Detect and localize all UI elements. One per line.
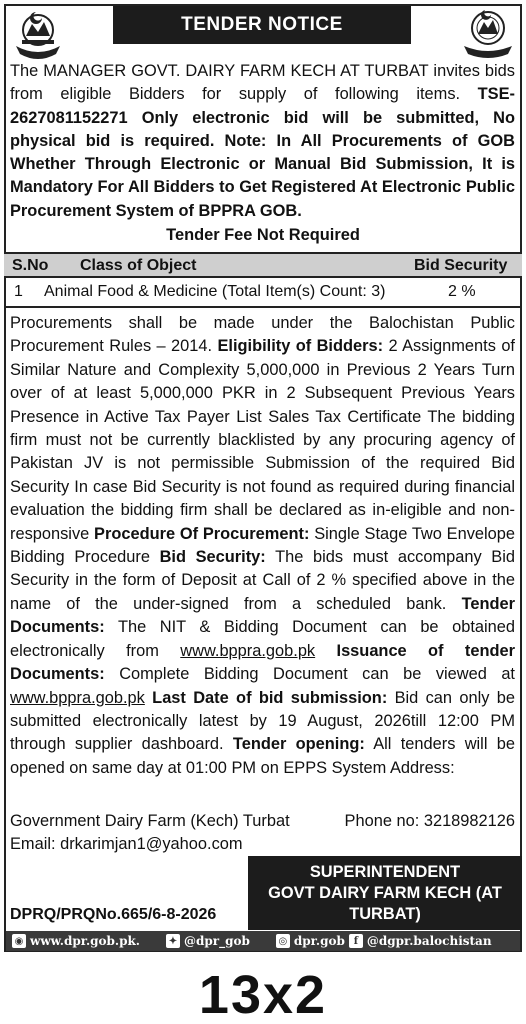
ad-size: 13x2 (198, 965, 328, 1024)
facebook-icon: f (349, 934, 363, 948)
page-title: TENDER NOTICE (113, 6, 411, 44)
address-line (10, 812, 515, 831)
signature-block: SUPERINTENDENT GOVT DAIRY FARM KECH (AT TURBAT) (248, 856, 522, 930)
globe-icon: ◉ (12, 934, 26, 948)
email: Email: drkarimjan1@yahoo.com (10, 835, 243, 853)
row-sno: 1 (14, 283, 23, 300)
instagram-icon: ◎ (276, 934, 290, 948)
dgpr-balochistan-emblem-icon (456, 6, 520, 62)
tender-fee: Tender Fee Not Required (166, 226, 360, 244)
table-header (4, 252, 522, 278)
address: Government Dairy Farm (Kech) Turbat (10, 812, 290, 830)
column-header-security: Bid Security (414, 257, 508, 274)
row-security: 2 % (448, 283, 476, 300)
phone: Phone no: 3218982126 (344, 812, 515, 830)
balochistan-government-emblem-icon (6, 6, 70, 62)
tender-body-text: Procurements shall be made under the Balochistan Public Procurement Rules – 2014. Eligibility of Bidders: 2 Assignments of Similar Nature and Complexity 5,000,000 in Previous 2 Years Turn over of at least 5,000,000 PKR in 2 Subsequent Previous Years Presence in Active Tax Payer List Sales Tax Certificate The bidding firm must not be currently blacklisted by any procuring agency of Pakistan JV is not permissible Submission of the required Bid Security In case Bid Security is not found as required during financial evaluation the bidding firm shall be declared as in-eligible and non-responsive Procedure Of Procurement: Single Stage Two Envelope Bidding Procedure Bid Security: The bids must accompany Bid Security in the form of Deposit at Call of 2 % specified above in the name of the under-signed from a scheduled bank. Tender Documents: The NIT & Bidding Document can be obtained electronically from www.bppra.gob.pk Issuance of tender Documents: Complete Bidding Document can be viewed at www.bppra.gob.pk Last Date of bid submission: Bid can only be submitted electronically latest by 19 August, 2026till 12:00 PM through supplier dashboard. Tender opening: All tenders will be opened on same day at 01:00 PM on EPPS System Address: (10, 314, 515, 777)
twitter-icon: ✦ (166, 934, 180, 948)
website: www.dpr.gob.pk. (30, 934, 140, 948)
facebook-handle: @dgpr.balochistan (366, 934, 492, 948)
column-header-object: Class of Object (80, 257, 197, 274)
bppra-link-2[interactable]: www.bppra.gob.pk (10, 688, 145, 707)
table-row (4, 280, 522, 308)
column-header-sno: S.No (12, 257, 49, 274)
footer-bar (6, 931, 520, 951)
bppra-link[interactable]: www.bppra.gob.pk (180, 641, 316, 660)
reference-number: DPRQ/PRQNo.665/6-8-2026 (10, 906, 217, 923)
twitter-handle: @dpr_gob (184, 934, 250, 948)
intro-text: The MANAGER GOVT. DAIRY FARM KECH AT TURBAT invites bids from eligible Bidders for supply of following items. TSE-2627081152271 Only electronic bid will be submitted, No physical bid is required. Note: In All Procurements of GOB Whether Through Electronic or Manual Bid Submission, It is Mandatory For All Bidders to Get Registered At Electronic Public Procurement System of BPPRA GOB. (10, 62, 515, 220)
instagram-handle: dpr.gob (293, 934, 345, 948)
row-object: Animal Food & Medicine (Total Item(s) Count: 3) (44, 283, 386, 300)
